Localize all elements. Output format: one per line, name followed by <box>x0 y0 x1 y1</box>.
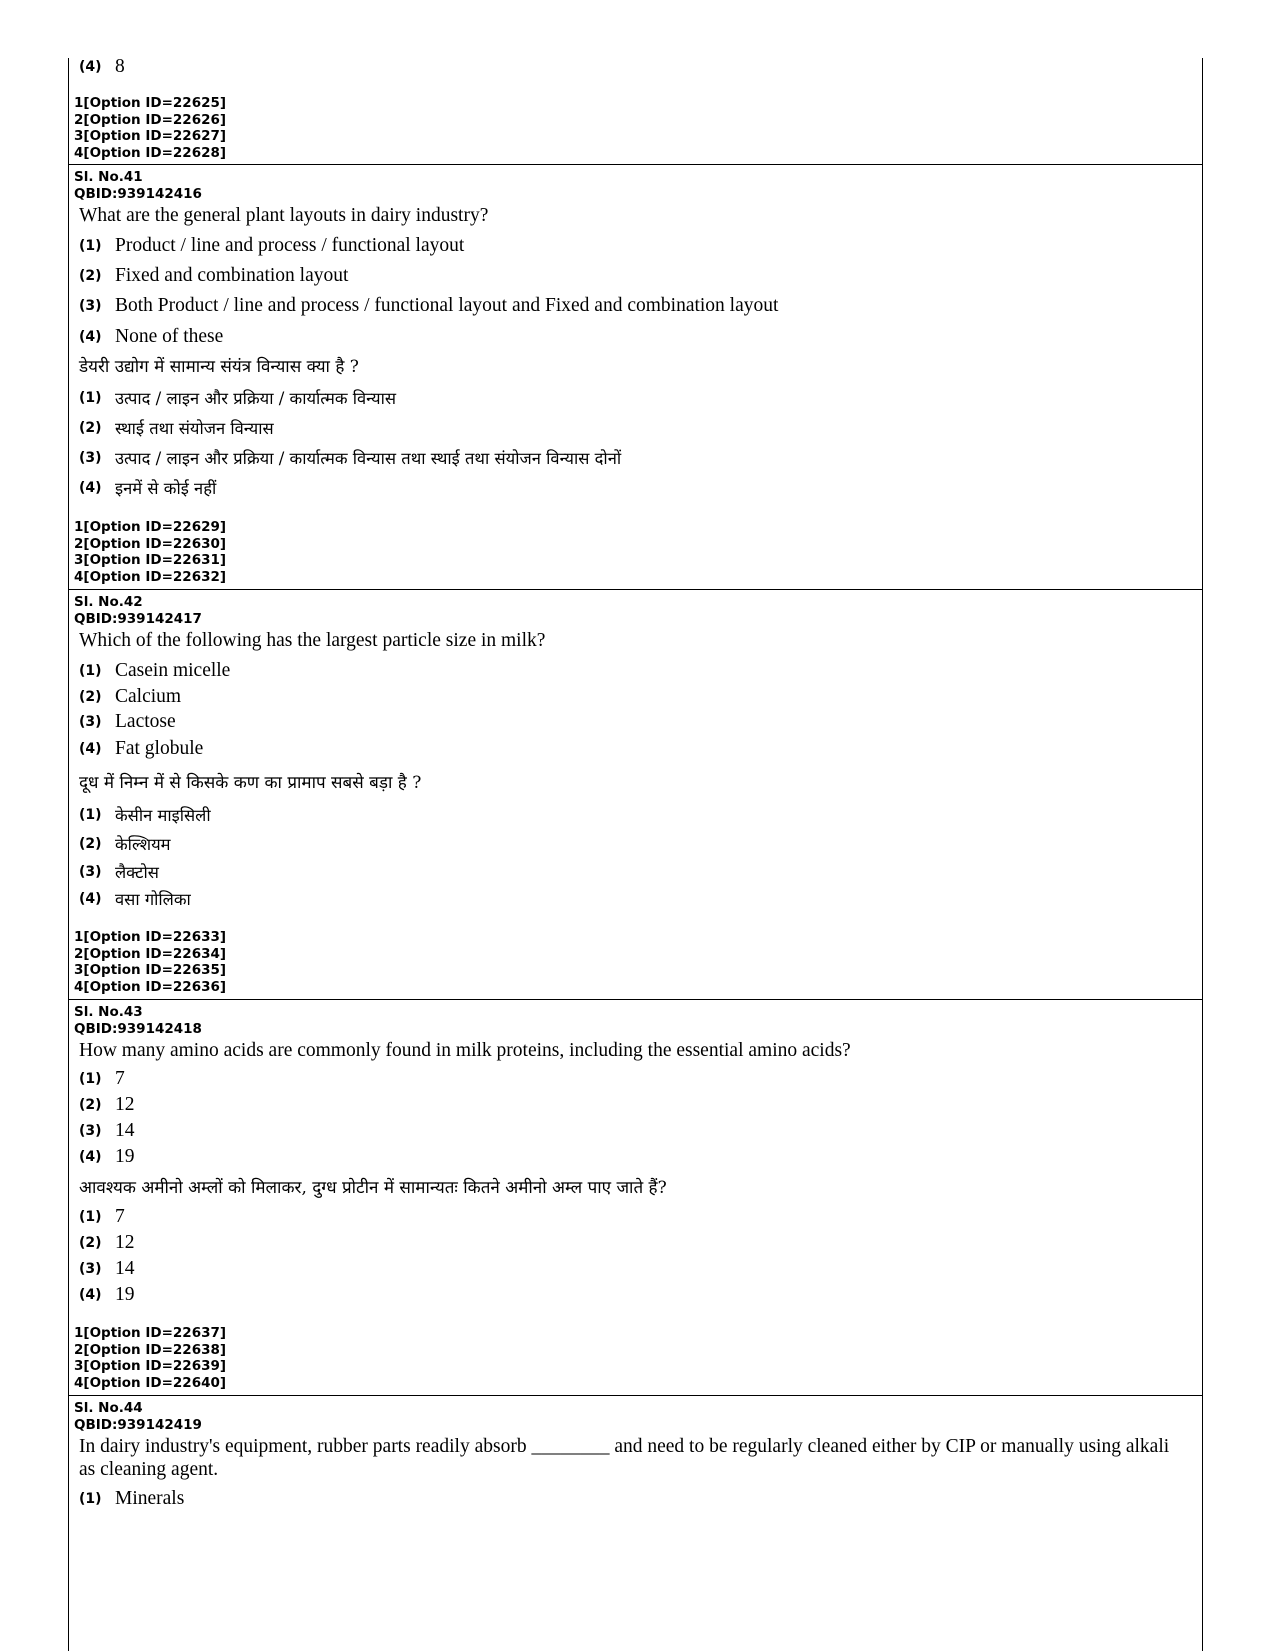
option-en-4 <box>79 326 223 348</box>
question-stem-en: Which of the following has the largest particle size in milk? <box>79 630 546 651</box>
option-number: (3) <box>79 863 102 880</box>
option-text: Calcium <box>115 686 182 707</box>
option-text: Both Product / line and process / functional layout and Fixed and combination layout <box>115 295 779 316</box>
option-hi-4 <box>79 1284 135 1306</box>
question-stem-en: In dairy industry's equipment, rubber parts readily absorb ________ and need to be regularly cleaned either by CIP or manually using alkali as cleaning agent. <box>79 1436 1170 1480</box>
option-text: 14 <box>115 1120 135 1141</box>
option-en-2 <box>79 1094 135 1116</box>
option-text: Fat globule <box>115 738 204 759</box>
option-text: 14 <box>115 1258 135 1279</box>
option-number: (4) <box>79 1149 102 1165</box>
option-text: केल्शियम <box>115 835 171 854</box>
option-text: None of these <box>115 326 224 347</box>
option-en-1 <box>79 1068 125 1090</box>
option-number: (4) <box>79 1287 102 1303</box>
option-number: (1) <box>79 1209 102 1225</box>
option-number: (4) <box>79 479 102 496</box>
option-text: Lactose <box>115 711 176 732</box>
qbid: QBID:939142417 <box>74 610 202 627</box>
option-text: स्थाई तथा संयोजन विन्यास <box>115 419 274 438</box>
option-id: 3[Option ID=22627] <box>74 128 227 144</box>
option-id: 1[Option ID=22625] <box>74 95 227 111</box>
option-number: (1) <box>79 806 102 823</box>
option-text: 7 <box>115 1068 125 1089</box>
option-en-4 <box>79 738 203 760</box>
option-hi-3 <box>79 1258 135 1280</box>
option-hi-3 <box>79 860 159 883</box>
option-number: (1) <box>79 238 102 254</box>
question-stem-hi: दूध में निम्न में से किसके कण का प्रामाप सबसे बड़ा है ? <box>79 773 422 793</box>
option-text: उत्पाद / लाइन और प्रक्रिया / कार्यात्मक विन्यास <box>115 389 397 408</box>
option-number: (2) <box>79 419 102 436</box>
option-en-1 <box>79 1488 184 1510</box>
option-hi-1 <box>79 1206 125 1228</box>
option-number: (4) <box>79 741 102 757</box>
option-text: लैक्टोस <box>115 863 159 882</box>
option-number: (3) <box>79 714 102 730</box>
question-stem-hi: डेयरी उद्योग में सामान्य संयंत्र विन्यास क्या है ? <box>79 357 359 377</box>
option-hi-2 <box>79 416 274 439</box>
option-id: 2[Option ID=22638] <box>74 1341 227 1358</box>
option-number: (4) <box>79 329 102 345</box>
option-number: (1) <box>79 1491 102 1507</box>
option-en-1 <box>79 235 464 257</box>
question-stem-en: How many amino acids are commonly found in milk proteins, including the essential amino acids? <box>79 1040 851 1061</box>
question-meta <box>74 1400 202 1433</box>
option-text: उत्पाद / लाइन और प्रक्रिया / कार्यात्मक विन्यास तथा स्थाई तथा संयोजन विन्यास दोनों <box>115 449 622 468</box>
option-id: 4[Option ID=22632] <box>74 568 227 585</box>
serial-number: Sl. No.41 <box>74 169 143 185</box>
option-number: (3) <box>79 298 102 314</box>
question-block-42 <box>69 589 1202 1000</box>
option-number: (1) <box>79 1071 102 1087</box>
option-id: 2[Option ID=22630] <box>74 535 227 552</box>
question-stem-hi: आवश्यक अमीनो अम्लों को मिलाकर, दुग्ध प्रोटीन में सामान्यतः कितने अमीनो अम्ल पाए जाते हैं? <box>79 1178 667 1198</box>
qbid: QBID:939142419 <box>74 1416 202 1433</box>
option-number: (2) <box>79 835 102 852</box>
option-number: (2) <box>79 1235 102 1251</box>
question-meta <box>74 594 202 627</box>
option-id: 1[Option ID=22629] <box>74 519 227 535</box>
option-en-4 <box>79 56 125 78</box>
option-id: 1[Option ID=22637] <box>74 1325 227 1341</box>
option-id-list <box>74 95 226 161</box>
option-hi-2 <box>79 1232 135 1254</box>
serial-number: Sl. No.42 <box>74 594 143 610</box>
question-block-41 <box>69 164 1202 590</box>
option-text: 12 <box>115 1232 135 1253</box>
qbid: QBID:939142416 <box>74 185 202 202</box>
option-hi-2 <box>79 832 171 855</box>
question-meta <box>74 1004 202 1037</box>
option-id: 2[Option ID=22634] <box>74 945 227 962</box>
question-paper-page <box>68 58 1203 1651</box>
qbid: QBID:939142418 <box>74 1020 202 1037</box>
question-block-44 <box>69 1395 1202 1651</box>
serial-number: Sl. No.44 <box>74 1400 143 1416</box>
serial-number: Sl. No.43 <box>74 1004 143 1020</box>
option-en-3 <box>79 295 778 317</box>
option-number: (2) <box>79 1097 102 1113</box>
option-id-list <box>74 519 226 585</box>
option-text: Casein micelle <box>115 660 231 681</box>
option-number: (3) <box>79 1123 102 1139</box>
option-text: केसीन माइसिली <box>115 806 211 825</box>
option-text: Minerals <box>115 1488 185 1509</box>
question-block-43 <box>69 999 1202 1396</box>
option-id: 3[Option ID=22631] <box>74 552 227 568</box>
option-text: इनमें से कोई नहीं <box>115 479 217 498</box>
option-id: 4[Option ID=22636] <box>74 978 227 995</box>
option-number: (4) <box>79 59 102 75</box>
option-number: (2) <box>79 268 102 284</box>
option-en-3 <box>79 1120 135 1142</box>
option-hi-3 <box>79 446 621 469</box>
option-text: Product / line and process / functional layout <box>115 235 465 256</box>
question-block-40 <box>69 58 1202 165</box>
option-id: 2[Option ID=22626] <box>74 111 227 128</box>
option-number: (1) <box>79 389 102 406</box>
option-id: 1[Option ID=22633] <box>74 929 227 945</box>
option-id: 4[Option ID=22628] <box>74 144 227 161</box>
option-text: Fixed and combination layout <box>115 265 349 286</box>
option-text: 19 <box>115 1146 135 1167</box>
option-text: 7 <box>115 1206 125 1227</box>
option-text: 19 <box>115 1284 135 1305</box>
option-id: 3[Option ID=22639] <box>74 1358 227 1374</box>
option-text: 12 <box>115 1094 135 1115</box>
option-hi-4 <box>79 887 191 910</box>
option-id: 3[Option ID=22635] <box>74 962 227 978</box>
option-text: वसा गोलिका <box>115 890 191 909</box>
question-meta <box>74 169 202 202</box>
option-number: (1) <box>79 663 102 679</box>
option-id-list <box>74 1325 226 1391</box>
option-number: (4) <box>79 890 102 907</box>
option-en-3 <box>79 711 176 733</box>
option-en-2 <box>79 265 348 287</box>
option-en-1 <box>79 660 230 682</box>
option-number: (3) <box>79 449 102 466</box>
option-hi-1 <box>79 386 396 409</box>
option-en-2 <box>79 686 181 708</box>
option-en-4 <box>79 1146 135 1168</box>
option-hi-1 <box>79 803 211 826</box>
option-number: (2) <box>79 689 102 705</box>
option-text: 8 <box>115 56 125 77</box>
option-id-list <box>74 929 226 995</box>
question-stem-en: What are the general plant layouts in dairy industry? <box>79 205 489 226</box>
option-hi-4 <box>79 476 216 499</box>
option-number: (3) <box>79 1261 102 1277</box>
option-id: 4[Option ID=22640] <box>74 1374 227 1391</box>
